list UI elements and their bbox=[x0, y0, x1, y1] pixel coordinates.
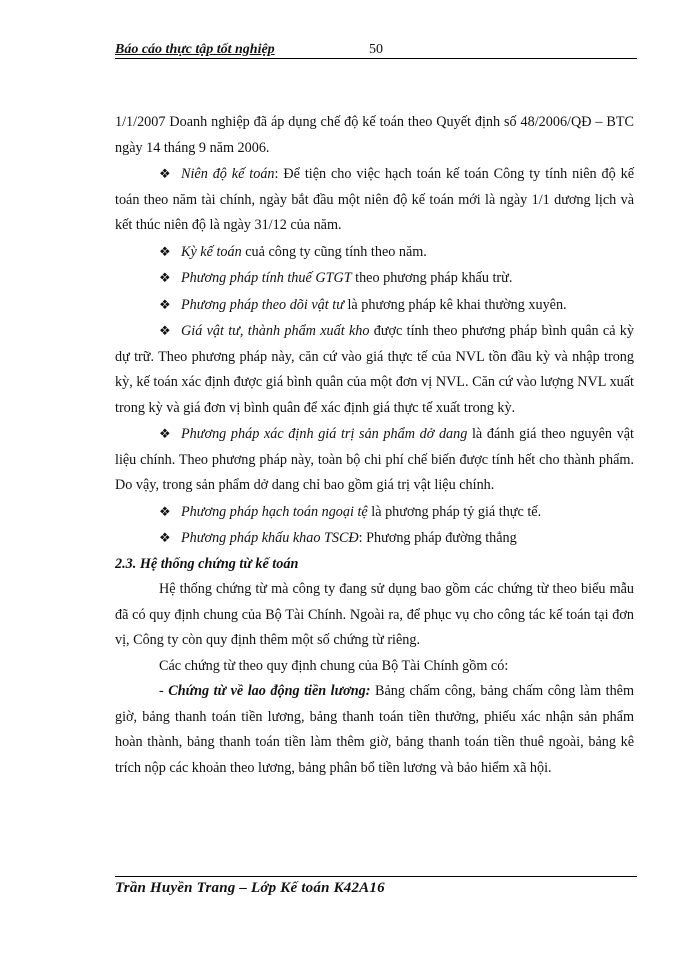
bullet-depreciation bbox=[115, 525, 634, 552]
diamond-bullet-icon: ❖ bbox=[159, 166, 171, 181]
bullet-text: là phương pháp tỷ giá thực tế. bbox=[367, 503, 542, 520]
diamond-bullet-icon: ❖ bbox=[159, 270, 171, 285]
section-heading: 2.3. Hệ thống chứng từ kế toán bbox=[115, 555, 299, 572]
bullet-text: theo phương pháp khấu trừ. bbox=[351, 270, 513, 286]
page-number: 50 bbox=[369, 42, 383, 57]
page-header bbox=[115, 42, 637, 59]
bullet-vat-method bbox=[115, 265, 634, 292]
diamond-bullet-icon: ❖ bbox=[159, 296, 171, 312]
bullet-label: Giá vật tư, thành phẩm xuất kho bbox=[181, 323, 370, 339]
bullet-label: Kỳ kế toán bbox=[181, 243, 242, 260]
bullet-label: Phương pháp xác định giá trị sản phẩm dở dang bbox=[181, 426, 468, 442]
paragraph-general-documents: Các chứng từ theo quy định chung của Bộ Tài Chính gồm có: bbox=[159, 657, 509, 674]
bullet-foreign-currency bbox=[115, 499, 634, 526]
paragraph-labor-documents bbox=[115, 679, 634, 781]
bullet-fiscal-year bbox=[115, 161, 634, 239]
bullet-label: Phương pháp tính thuế GTGT bbox=[181, 270, 352, 286]
footer-author: Trần Huyền Trang – Lớp Kế toán K42A16 bbox=[115, 880, 385, 896]
bullet-text: cuả công ty cũng tính theo năm. bbox=[241, 243, 427, 260]
bullet-label: Niên độ kế toán bbox=[181, 166, 275, 182]
diamond-bullet-icon: ❖ bbox=[159, 426, 171, 441]
bullet-label: Phương pháp khấu khao TSCĐ bbox=[181, 530, 359, 546]
page-footer bbox=[115, 876, 637, 896]
bullet-text: là đánh giá theo nguyên vật liệu chính. Theo phương pháp này, toàn bộ chi phí chế biến được tính hết cho thành phẩm. Do vậy, trong sản phẩm dở dang chỉ bao gồm giá trị vật liệu chính. bbox=[115, 426, 634, 493]
diamond-bullet-icon: ❖ bbox=[159, 243, 171, 259]
bullet-accounting-period bbox=[115, 239, 634, 266]
bullet-inventory-method bbox=[115, 292, 634, 319]
paragraph-document-system: Hệ thống chứng từ mà công ty đang sử dụng bao gồm các chứng từ theo biểu mẫu đã có quy định chung của Bộ Tài Chính. Ngoài ra, để phục vụ cho công tác kế toán tại đơn vị, Công ty còn quy định thêm một số chứng từ riêng. bbox=[115, 581, 634, 648]
diamond-bullet-icon: ❖ bbox=[159, 530, 171, 545]
bullet-label: Phương pháp hạch toán ngoại tệ bbox=[181, 503, 368, 520]
bullet-text: : Phương pháp đường thẳng bbox=[358, 530, 517, 546]
bullet-wip-valuation bbox=[115, 421, 634, 499]
bullet-label: Phương pháp theo dõi vật tư bbox=[181, 296, 344, 313]
paragraph-intro: 1/1/2007 Doanh nghiệp đã áp dụng chế độ kế toán theo Quyết định số 48/2006/QĐ – BTC ngày 14 tháng 9 năm 2006. bbox=[115, 114, 634, 156]
diamond-bullet-icon: ❖ bbox=[159, 323, 171, 338]
diamond-bullet-icon: ❖ bbox=[159, 503, 171, 519]
bullet-text: được tính theo phương pháp bình quân cả kỳ dự trữ. Theo phương pháp này, căn cứ vào giá thực tế của NVL tồn đầu kỳ và nhập trong kỳ, kế toán xác định được giá bình quân của một đơn vị NVL. Căn cứ vào lượng NVL xuất trong kỳ và giá đơn vị bình quân để xác định giá thực tế xuất trong kỳ. bbox=[115, 323, 634, 416]
document-body bbox=[115, 110, 634, 781]
bullet-issue-price bbox=[115, 318, 634, 421]
dash-prefix: - bbox=[159, 683, 169, 699]
labor-documents-label: Chứng từ về lao động tiền lương: bbox=[168, 683, 371, 699]
header-title: Báo cáo thực tập tốt nghiệp bbox=[115, 42, 275, 57]
bullet-text: là phương pháp kê khai thường xuyên. bbox=[343, 296, 567, 313]
bullet-text: : Để tiện cho việc hạch toán kế toán Công ty tính niên độ kế toán theo năm tài chính, ngày bắt đầu một niên độ kế toán mới là ngày 1/1 dương lịch và kết thúc niên độ là ngày 31/12 của năm. bbox=[115, 166, 634, 233]
labor-documents-text: Bảng chấm công, bảng chấm công làm thêm giờ, bảng thanh toán tiền lương, bảng thanh toán tiền thưởng, phiếu xác nhận sản phẩm hoàn thành, bảng thanh toán tiền làm thêm giờ, bảng thanh toán tiền thuê ngoài, bảng kê trích nộp các khoản theo lương, bảng phân bổ tiền lương và bảo hiểm xã hội. bbox=[115, 683, 634, 776]
